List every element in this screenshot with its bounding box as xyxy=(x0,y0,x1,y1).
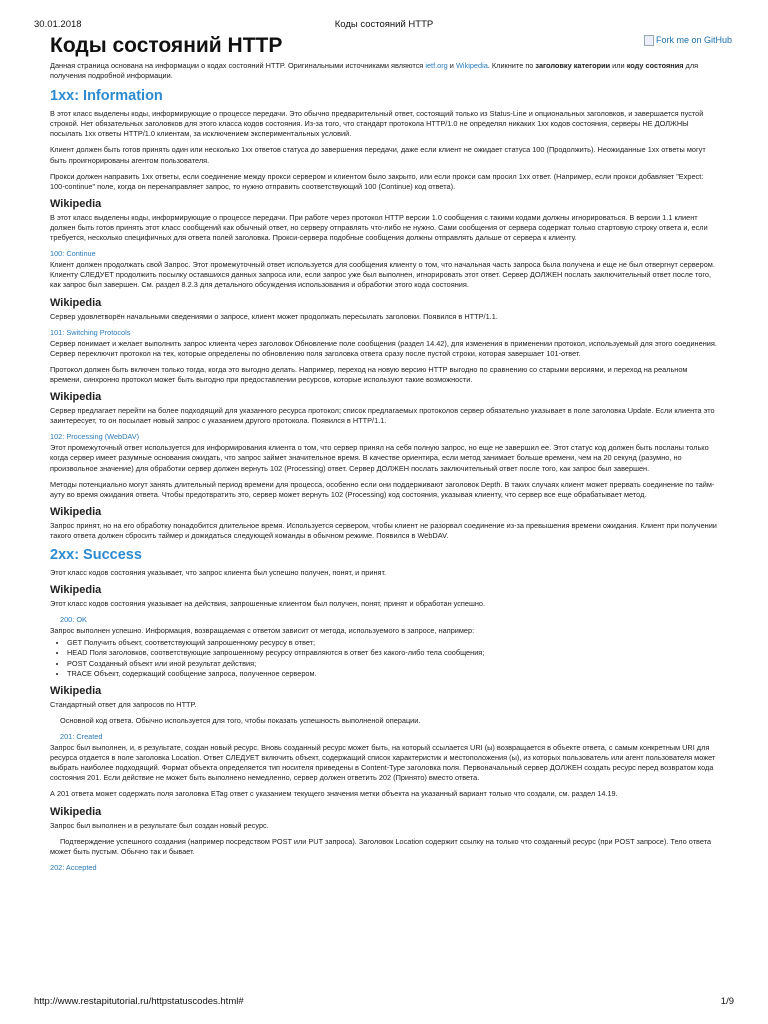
wikipedia-paragraph: Запрос принят, но на его обработку понадобится длительное время. Используется сервером, чтобы клиент не разорвал соединение из-за превышения времени ожидания. Клиент при получении такого ответа должен сбросить таймер и дожидаться следующей команды в обычном режиме. Появился в WebDAV. xyxy=(50,520,717,540)
ietf-link[interactable]: ietf.org xyxy=(425,61,448,70)
wikipedia-heading: Wikipedia xyxy=(50,296,102,309)
print-header xyxy=(34,19,734,33)
paragraph: Этот промежуточный ответ используется для информирования клиента о том, что сервер принял на себя полную запрос, но еще не завершил ее. Этот статус код должен быть посланы только когда сервер имеет разумные основания ожидать, что запрос займет значительное время. В качестве ориентира, если метод занимает больше времени, чем на 20 секунд (разумно, но произвольное значение) для обработки сервер должен вернуть 102 (Processing) ответ. Сервер ДОЛЖЕН послать заключительный ответ после того, как запрос был завершен. xyxy=(50,443,709,473)
print-document-title: Коды состояний HTTP xyxy=(334,19,434,30)
wikipedia-heading: Wikipedia xyxy=(50,391,102,404)
paragraph: В этот класс выделены коды, информирующие о процессе передачи. Это обычно предварительный ответ, состоящий только из Status-Line и опциональных заголовков, и завершается пустой строкой. Нет обязательных заголовков для этого класса кодов состояния. Из-за того, что стандарт протокола HTTP/1.0 не определял никаких 1xx кодов состояния, серверы НЕ ДОЛЖНЫ посылать 1xx ответы HTTP/1.0 клиентам, за исключением экспериментальных условий. xyxy=(50,109,704,139)
wikipedia-heading: Wikipedia xyxy=(50,684,102,697)
intro-bold: заголовку категории xyxy=(535,61,611,70)
category-heading-2xx[interactable]: 2xx: Success xyxy=(50,547,142,563)
intro-text: Данная страница основана на информации о кодах состояний HTTP. Оригинальными источниками являются xyxy=(50,61,426,70)
paragraph: Клиент должен продолжать свой Запрос. Этот промежуточный ответ используется для сообщения клиенту о том, что начальная часть запроса была получена и еще не был отвергнут сервером. Клиенту СЛЕДУЕТ продолжить посылку оставшихся данных запроса или, если запрос уже был выполнен, игнорировать этот ответ. Сервер ДОЛЖЕН послать заключительный ответ после того, как запрос был завершен. См. раздел 8.2.3 для детального обсуждения использования и обработки этого кода состояния. xyxy=(50,260,715,290)
status-code-link-100[interactable]: 100: Continue xyxy=(50,249,96,259)
status-code-link-201[interactable]: 201: Created xyxy=(60,731,103,741)
wikipedia-paragraph: Этот класс кодов состояния указывает на действия, запрошенные клиентом был получен, понят, принят и обработан успешно. xyxy=(50,599,486,609)
github-ribbon-label: Fork me on GitHub xyxy=(655,35,732,45)
wikipedia-paragraph: Подтверждение успешного создания (например посредством POST или PUT запроса). Заголовок Location содержит ссылку на только что созданный ресурс (при POST запросе). Тело ответа может быть пустым. Обычно так и бывает. xyxy=(50,836,712,856)
intro-text: и xyxy=(447,61,456,70)
wikipedia-paragraph: Сервер предлагает перейти на более подходящий для указанного ресурса протокол; список предлагаемых протоколов сервер обязательно указывает в поле заголовка Update. Если клиента это заинтересует, то он посылает новый запрос с указанием другого протокола. Появился в HTTP/1.1. xyxy=(50,406,715,426)
paragraph: Сервер понимает и желает выполнить запрос клиента через заголовок Обновление поле сообщения (раздел 14.42), для изменения в применении протокол, используемый для этого соединения. Сервер переключит протокол на тех, которые определены по обновлению поля заголовка ответа сразу после пустой строки, которая завершает 101-ответ. xyxy=(50,338,717,358)
intro-paragraph xyxy=(50,61,720,81)
wikipedia-paragraph: В этот класс выделены коды, информирующие о процессе передачи. При работе через протокол HTTP версии 1.0 сообщения с такими кодами должны игнорироваться. В версии 1.1 клиент должен быть готов принять этот класс сообщений как обычный ответ, но серверу отправлять что-либо не нужно. Сами сообщения от сервера содержат только стартовую строку ответа и, если требуется, несколько специфичных для ответа полей заголовка. Прокси-сервера подобные сообщения должны отправлять дальше от сервера к клиенту. xyxy=(50,212,708,243)
print-page-number: 1/9 xyxy=(720,996,734,1007)
intro-text: . Кликните по xyxy=(487,61,536,70)
wikipedia-heading: Wikipedia xyxy=(50,584,102,597)
list-item: • HEAD Поля заголовков, соответствующие запрошенному ресурсу отправляются в ответ без какого-либо тела сообщения; xyxy=(67,648,720,658)
paragraph: Запрос был выполнен, и, в результате, создан новый ресурс. Вновь созданный ресурс может быть, на который ссылается URI (ы) возвращается в объекте ответа, с самым конкретным URI для ресурса отдается в поле заголовка Location. Ответ СЛЕДУЕТ включить объект, содержащий список характеристик и местоположения (ы), из которых пользователь или агент пользователя может выбрать наиболее подходящий. Формат объекта определяется тип носителя приведены в Content-Type заголовка поля. Первоначальный сервер ДОЛЖЕН создать ресурс перед возвратом кода состояния 201. Если действие не может быть выполнено немедленно, сервер должен ответить 202 (Принято) вместо ответа. xyxy=(50,743,716,783)
status-code-link-202[interactable]: 202: Accepted xyxy=(50,862,97,872)
wikipedia-paragraph: Основной код ответа. Обычно используется для того, чтобы показать успешность выполненой операции. xyxy=(60,715,421,725)
paragraph: А 201 ответа может содержать поля заголовка ETag ответ с указанием текущего значения метки объекта на указанный вариант только что создали, см. раздел 14.19. xyxy=(50,789,618,799)
intro-text: или xyxy=(610,61,627,70)
wikipedia-heading: Wikipedia xyxy=(50,505,102,518)
intro-bold: коду состояния xyxy=(626,61,684,70)
print-url: http://www.restapitutorial.ru/httpstatuscodes.html# xyxy=(34,996,244,1007)
broken-image-icon xyxy=(644,35,654,46)
intro-text: для получения подробной информации. xyxy=(50,61,699,81)
paragraph: Методы потенциально могут занять длительный период времени для процесса, особенно если они поддерживают заголовок Depth. В таких случаях клиент может прервать соединение по тайм-ауту во время ожидания ответа. Чтобы предотвратить это, сервер может вернуть 102 (Processing) код состояния, указывая клиенту, что сервер все еще обрабатывает метод. xyxy=(50,479,715,499)
status-code-link-101[interactable]: 101: Switching Protocols xyxy=(50,327,131,337)
paragraph: Протокол должен быть включен только тогда, когда это выгодно делать. Например, переход на новую версию HTTP выгодно по сравнению со старыми версиями, и переход на реальном времени, синхронно протокол может быть выгодно при предоставлении ресурсов, которые используют такие возможности. xyxy=(50,364,688,384)
wikipedia-paragraph: Запрос был выполнен и в результате был создан новый ресурс. xyxy=(50,820,269,830)
status-code-link-102[interactable]: 102: Processing (WebDAV) xyxy=(50,432,140,442)
paragraph: Клиент должен быть готов принять один или несколько 1xx ответов статуса до завершения передачи, даже если клиент не ожидает статуса 100 (Продолжить). Неожиданные 1xx ответы могут быть проигнорированы агентом пользователя. xyxy=(50,145,706,165)
github-ribbon-link[interactable] xyxy=(644,35,732,46)
page-content xyxy=(50,34,732,874)
wikipedia-paragraph: Сервер удовлетворён начальными сведениями о запросе, клиент может продолжать пересылать заголовки. Появился в HTTP/1.1. xyxy=(50,311,498,321)
page-title: Коды состояний HTTP xyxy=(50,34,283,57)
list-item: • TRACE Объект, содержащий сообщение запроса, полученное сервером. xyxy=(67,669,720,679)
method-list xyxy=(50,638,720,678)
print-footer xyxy=(34,996,734,1010)
paragraph: Этот класс кодов состояния указывает, что запрос клиента был успешно получен, понят, и принят. xyxy=(50,568,387,577)
print-date: 30.01.2018 xyxy=(34,19,82,30)
paragraph: Запрос выполнен успешно. Информация, возвращаемая с ответом зависит от метода, используемого в запросе, например: xyxy=(50,626,475,636)
wikipedia-link[interactable]: Wikipedia xyxy=(455,61,488,70)
list-item: • POST Созданный объект или иной результат действия; xyxy=(67,659,720,669)
wikipedia-heading: Wikipedia xyxy=(50,197,102,210)
status-code-link-200[interactable]: 200: OK xyxy=(60,615,87,625)
list-item: • GET Получить объект, соответствующий запрошенному ресурсу в ответ; xyxy=(67,638,720,648)
category-heading-1xx[interactable]: 1xx: Information xyxy=(50,88,163,105)
wikipedia-paragraph: Стандартный ответ для запросов по HTTP. xyxy=(50,699,197,709)
wikipedia-heading: Wikipedia xyxy=(50,805,102,818)
paragraph: Прокси должен направить 1xx ответы, если соединение между прокси сервером и клиентом было закрыто, или если прокси сам просил 1xx ответ. (Например, если прокси добавляет "Expect: 100-continue" поле, когда он перенаправляет запрос, то нужно отправить соответствующий 100 (Continue) код ответа). xyxy=(50,171,704,191)
